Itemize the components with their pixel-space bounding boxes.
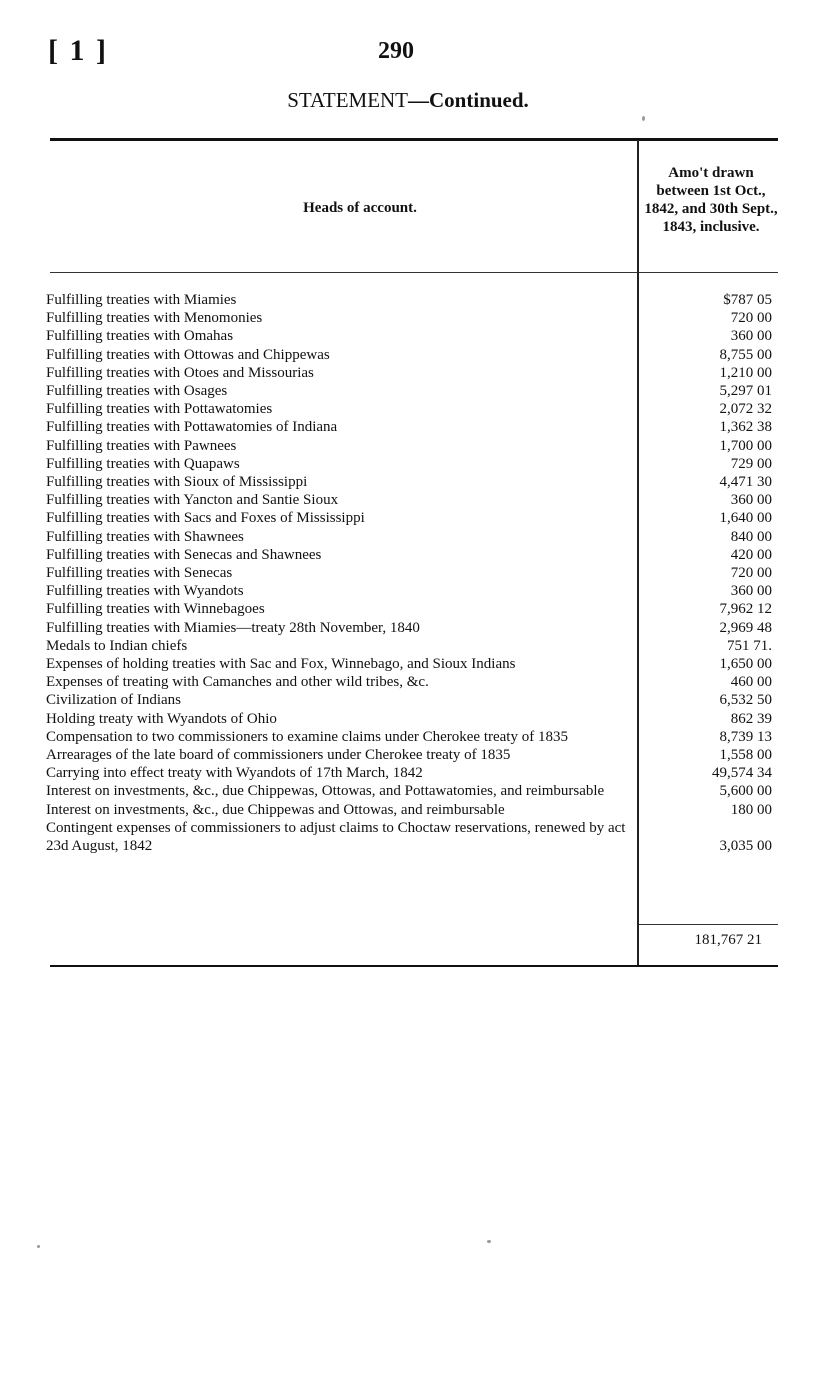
row-label: Holding treaty with Wyandots of Ohio xyxy=(46,710,277,727)
row-amount: 1,640 00 xyxy=(719,510,772,527)
table-row xyxy=(46,491,786,509)
table-row xyxy=(46,600,786,618)
table-row xyxy=(46,655,786,673)
row-amount: 360 00 xyxy=(730,583,772,600)
table-row xyxy=(46,564,786,582)
row-label: Fulfilling treaties with Winnebagoes xyxy=(46,601,265,618)
table-row xyxy=(46,509,786,527)
table-row xyxy=(46,437,786,455)
table-row xyxy=(46,382,786,400)
row-label: Expenses of treating with Camanches and other wild tribes, &c. xyxy=(46,674,429,691)
ink-speck xyxy=(37,1245,40,1248)
row-label: Fulfilling treaties with Omahas xyxy=(46,328,234,345)
row-label: Fulfilling treaties with Wyandots xyxy=(46,583,244,600)
account-rows xyxy=(46,291,786,855)
row-amount: 360 00 xyxy=(730,492,772,509)
page-title xyxy=(0,88,816,113)
row-label: Fulfilling treaties with Sioux of Mississippi xyxy=(46,474,308,491)
total-rule xyxy=(639,924,778,925)
row-label: Expenses of holding treaties with Sac and Fox, Winnebago, and Sioux Indians xyxy=(46,656,516,673)
row-amount: 862 39 xyxy=(730,710,772,727)
row-label: Medals to Indian chiefs xyxy=(46,637,188,654)
row-amount: 420 00 xyxy=(730,546,772,563)
table-row xyxy=(46,637,786,655)
row-label: Interest on investments, &c., due Chippewas and Ottowas, and reimbursable xyxy=(46,801,505,818)
table-row xyxy=(46,455,786,473)
grand-total: 181,767 21 xyxy=(694,932,762,948)
table-row xyxy=(46,819,786,855)
row-label: Carrying into effect treaty with Wyandots of 17th March, 1842 xyxy=(46,765,423,782)
table-row xyxy=(46,473,786,491)
table-row xyxy=(46,619,786,637)
row-label: Fulfilling treaties with Pawnees xyxy=(46,437,237,454)
row-amount: 360 00 xyxy=(730,328,772,345)
row-amount: $787 05 xyxy=(723,292,772,308)
row-amount: 5,600 00 xyxy=(719,783,772,800)
row-amount: 3,035 00 xyxy=(719,838,772,855)
row-amount: 1,558 00 xyxy=(719,747,772,764)
column-head-account: Heads of account. xyxy=(303,200,417,216)
table-row xyxy=(46,746,786,764)
row-amount: 729 00 xyxy=(730,455,772,472)
row-label: Arrearages of the late board of commissioners under Cherokee treaty of 1835 xyxy=(46,747,511,764)
row-amount: 49,574 34 xyxy=(712,765,772,782)
page-reference: [ 1 ] xyxy=(48,34,108,67)
row-amount: 2,072 32 xyxy=(719,401,772,418)
table-row xyxy=(46,418,786,436)
table-row xyxy=(46,673,786,691)
row-label: Fulfilling treaties with Miamies xyxy=(46,292,237,308)
row-amount: 7,962 12 xyxy=(719,601,772,618)
table-row xyxy=(46,801,786,819)
row-label: Interest on investments, &c., due Chippewas, Ottowas, and Pottawatomies, and reimbursable xyxy=(46,783,605,800)
table-row xyxy=(46,528,786,546)
ink-speck xyxy=(642,116,645,121)
row-amount: 4,471 30 xyxy=(719,474,772,491)
row-label: Contingent expenses of commissioners to adjust claims to Choctaw reservations, renewed by act 23d August, 1842 xyxy=(46,819,626,855)
row-label: Fulfilling treaties with Quapaws xyxy=(46,455,240,472)
table-row xyxy=(46,582,786,600)
table-row xyxy=(46,346,786,364)
row-label: Civilization of Indians xyxy=(46,692,181,709)
row-amount: 1,700 00 xyxy=(719,437,772,454)
table-bottom-rule xyxy=(50,965,778,967)
row-label: Fulfilling treaties with Yancton and Santie Sioux xyxy=(46,492,339,509)
row-label: Fulfilling treaties with Senecas xyxy=(46,565,233,582)
row-label: Fulfilling treaties with Sacs and Foxes of Mississippi xyxy=(46,510,365,527)
row-amount: 1,362 38 xyxy=(719,419,772,436)
row-label: Fulfilling treaties with Miamies—treaty 28th November, 1840 xyxy=(46,619,420,636)
row-amount: 460 00 xyxy=(730,674,772,691)
row-amount: 2,969 48 xyxy=(719,619,772,636)
row-label: Fulfilling treaties with Ottowas and Chippewas xyxy=(46,346,330,363)
row-amount: 8,755 00 xyxy=(719,346,772,363)
header-bottom-rule xyxy=(50,272,778,273)
ink-speck xyxy=(487,1240,491,1243)
row-label: Fulfilling treaties with Senecas and Shawnees xyxy=(46,546,322,563)
row-amount: 180 00 xyxy=(730,801,772,818)
row-amount: 6,532 50 xyxy=(719,692,772,709)
table-row xyxy=(46,291,786,309)
row-amount: 8,739 13 xyxy=(719,728,772,745)
row-amount: 1,210 00 xyxy=(719,364,772,381)
row-label: Fulfilling treaties with Otoes and Missourias xyxy=(46,364,314,381)
title-main: STATEMENT xyxy=(287,88,409,112)
table-top-rule xyxy=(50,138,778,141)
table-row xyxy=(46,364,786,382)
title-continued: —Continued. xyxy=(408,88,529,112)
row-label: Fulfilling treaties with Pottawatomies of Indiana xyxy=(46,419,338,436)
row-label: Compensation to two commissioners to examine claims under Cherokee treaty of 1835 xyxy=(46,728,568,745)
row-amount: 1,650 00 xyxy=(719,656,772,673)
row-amount: 5,297 01 xyxy=(719,383,772,400)
page-number: 290 xyxy=(378,38,414,64)
row-label: Fulfilling treaties with Shawnees xyxy=(46,528,244,545)
row-amount: 720 00 xyxy=(730,310,772,327)
table-row xyxy=(46,782,786,800)
row-label: Fulfilling treaties with Menomonies xyxy=(46,310,263,327)
table-row xyxy=(46,400,786,418)
column-head-amount: Amo't drawn between 1st Oct., 1842, and 30th Sept., 1843, inclusive. xyxy=(644,165,778,235)
table-row xyxy=(46,728,786,746)
table-row xyxy=(46,691,786,709)
row-amount: 720 00 xyxy=(730,565,772,582)
row-label: Fulfilling treaties with Osages xyxy=(46,383,228,400)
table-row xyxy=(46,546,786,564)
table-row xyxy=(46,309,786,327)
row-label: Fulfilling treaties with Pottawatomies xyxy=(46,401,273,418)
row-amount: 840 00 xyxy=(730,528,772,545)
table-row xyxy=(46,710,786,728)
table-row xyxy=(46,327,786,345)
table-row xyxy=(46,764,786,782)
row-amount: 751 71. xyxy=(727,637,772,654)
